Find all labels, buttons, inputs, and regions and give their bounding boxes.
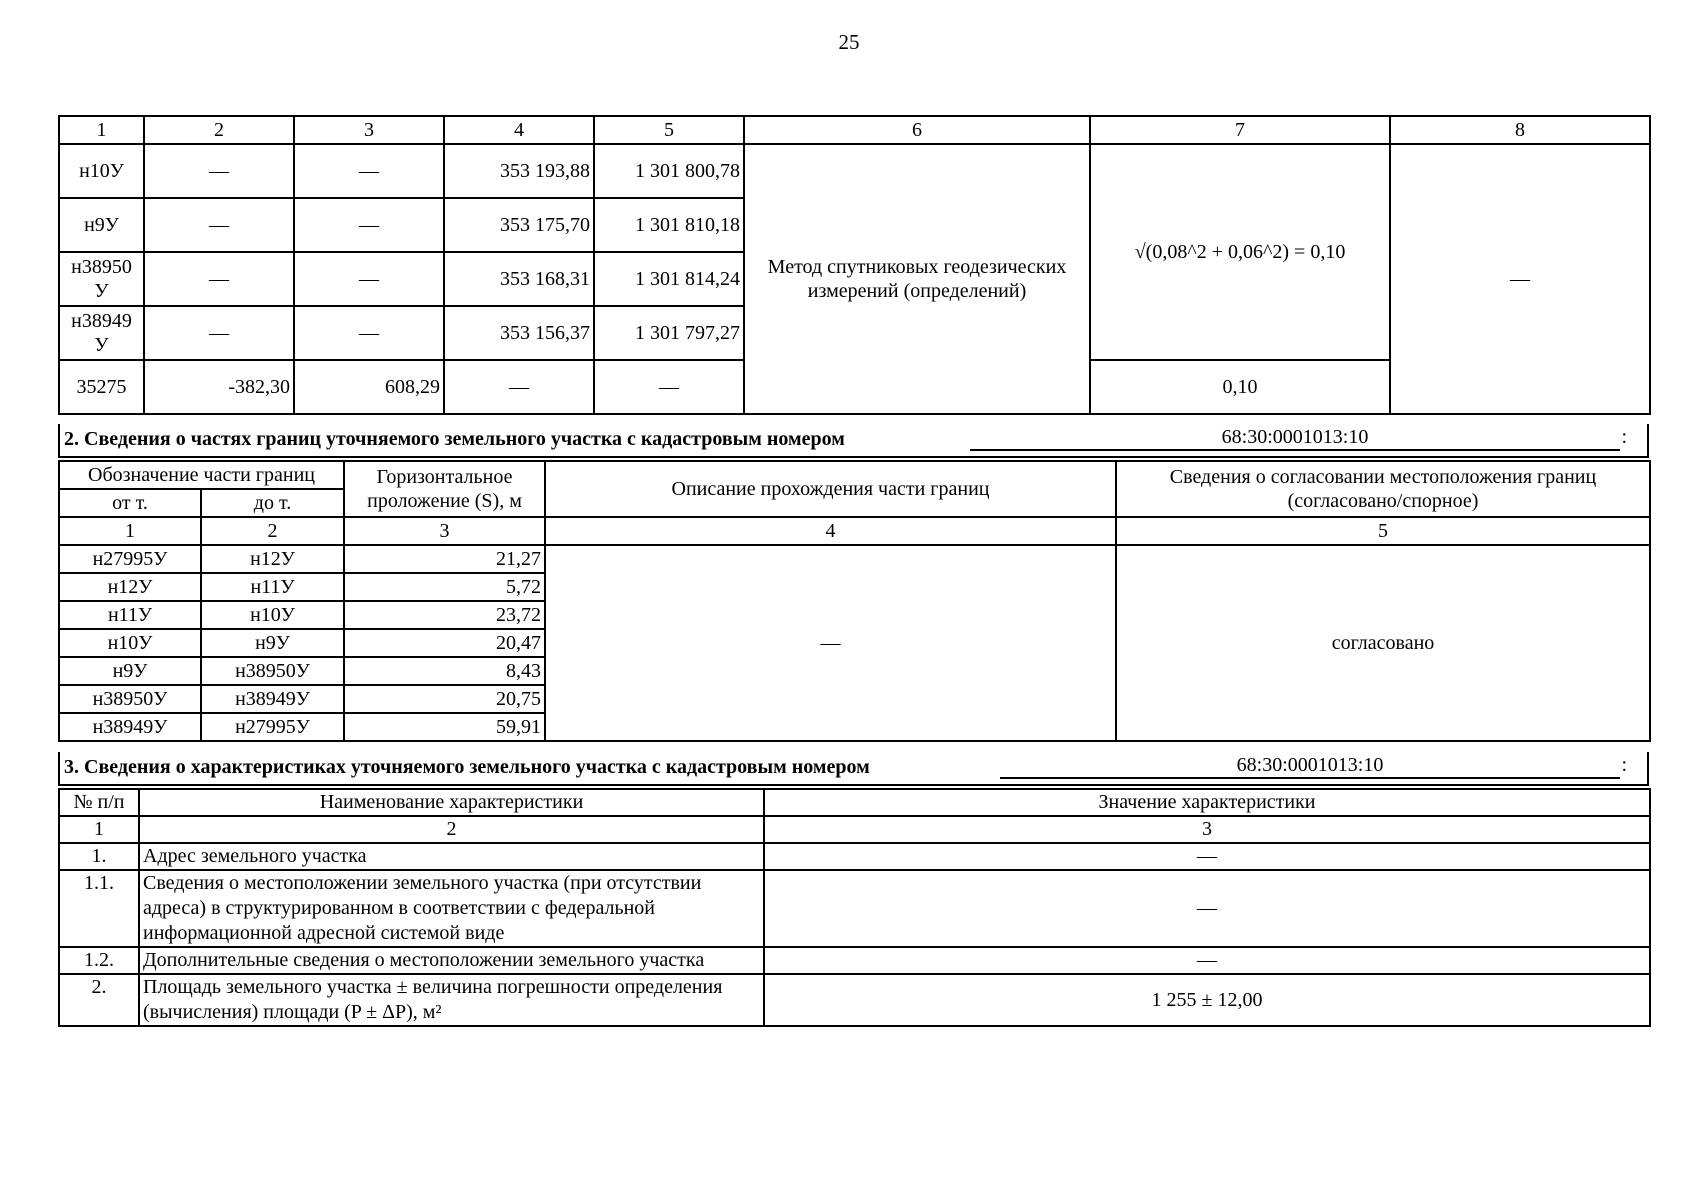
col-number: 1 (59, 816, 139, 843)
cell: 1 301 797,27 (594, 306, 744, 360)
distance: 21,27 (344, 545, 545, 573)
cell: — (144, 306, 294, 360)
from-point: н9У (59, 657, 201, 685)
distance: 59,91 (344, 713, 545, 741)
section3-title: 3. Сведения о характеристиках уточняемого земельного участка с кадастровым номером (64, 756, 870, 778)
cell: — (294, 252, 444, 306)
section2-title-row (58, 424, 1649, 458)
from-point: н38950У (59, 685, 201, 713)
cell: — (594, 360, 744, 414)
section3-cadastral-number: 68:30:0001013:10 (1000, 754, 1620, 779)
method-cell: Метод спутниковых геодезических измерений (определений) (744, 144, 1090, 414)
distance: 20,75 (344, 685, 545, 713)
from-point: н12У (59, 573, 201, 601)
col8-cell: — (1390, 144, 1650, 414)
col-header: 5 (594, 116, 744, 144)
section3-title-row (58, 752, 1649, 786)
table-row (59, 144, 1650, 198)
row-num: 1. (59, 843, 139, 870)
designation-header: Обозначение части границ (59, 461, 344, 489)
agreement-header: Сведения о согласовании местоположения границ (согласовано/спорное) (1116, 461, 1650, 517)
description-header: Описание прохождения части границ (545, 461, 1116, 517)
from-point: н10У (59, 629, 201, 657)
cell: — (144, 144, 294, 198)
cell: -382,30 (144, 360, 294, 414)
col-number: 4 (545, 517, 1116, 545)
col-header: 7 (1090, 116, 1390, 144)
from-point: н27995У (59, 545, 201, 573)
page-number: 25 (838, 30, 860, 54)
row-value: — (764, 843, 1650, 870)
table-header-row (59, 789, 1650, 816)
name-header: Наименование характеристики (139, 789, 764, 816)
row-name: Дополнительные сведения о местоположении земельного участка (139, 947, 764, 974)
boundary-parts-table (58, 460, 1651, 742)
col-number: 2 (201, 517, 344, 545)
precision-cell: 0,10 (1090, 360, 1390, 414)
table-header-row (59, 461, 1650, 489)
col-header: 1 (59, 116, 144, 144)
cell: — (294, 306, 444, 360)
point-name: 35275 (59, 360, 144, 414)
value-header: Значение характеристики (764, 789, 1650, 816)
cell: — (444, 360, 594, 414)
col-header: 2 (144, 116, 294, 144)
cell: 353 193,88 (444, 144, 594, 198)
table-row (59, 843, 1650, 870)
to-point: н9У (201, 629, 344, 657)
to-point: н38949У (201, 685, 344, 713)
section2-title: 2. Сведения о частях границ уточняемого земельного участка с кадастровым номером (64, 428, 845, 450)
column-number-row (59, 816, 1650, 843)
point-name: н38949 У (59, 306, 144, 360)
table-row (59, 974, 1650, 1026)
cell: — (294, 144, 444, 198)
col-number: 2 (139, 816, 764, 843)
col-header: 4 (444, 116, 594, 144)
cell: 1 301 800,78 (594, 144, 744, 198)
table-header-row (59, 116, 1650, 144)
agreement-value: согласовано (1116, 545, 1650, 741)
col-number: 1 (59, 517, 201, 545)
cell: 353 168,31 (444, 252, 594, 306)
to-point: н38950У (201, 657, 344, 685)
cell: 1 301 814,24 (594, 252, 744, 306)
coordinates-table (58, 115, 1651, 415)
point-name: н38950 У (59, 252, 144, 306)
cell: — (294, 198, 444, 252)
col-number: 3 (764, 816, 1650, 843)
num-header: № п/п (59, 789, 139, 816)
row-num: 1.1. (59, 870, 139, 947)
table-row (59, 545, 1650, 573)
cell: 608,29 (294, 360, 444, 414)
col-number: 3 (344, 517, 545, 545)
section2-colon: : (1621, 426, 1627, 448)
cell: 353 156,37 (444, 306, 594, 360)
from-point: н38949У (59, 713, 201, 741)
col-number: 5 (1116, 517, 1650, 545)
section3-colon: : (1621, 754, 1627, 776)
description-value: — (545, 545, 1116, 741)
characteristics-table (58, 788, 1651, 1027)
to-point: н11У (201, 573, 344, 601)
row-value: — (764, 870, 1650, 947)
to-point: н12У (201, 545, 344, 573)
from-header: от т. (59, 489, 201, 517)
column-number-row (59, 517, 1650, 545)
to-header: до т. (201, 489, 344, 517)
row-value: — (764, 947, 1650, 974)
distance: 8,43 (344, 657, 545, 685)
to-point: н10У (201, 601, 344, 629)
row-value: 1 255 ± 12,00 (764, 974, 1650, 1026)
col-header: 3 (294, 116, 444, 144)
row-num: 1.2. (59, 947, 139, 974)
to-point: н27995У (201, 713, 344, 741)
horizontal-header: Горизонтальное проложение (S), м (344, 461, 545, 517)
col-header: 8 (1390, 116, 1650, 144)
col-header: 6 (744, 116, 1090, 144)
distance: 5,72 (344, 573, 545, 601)
distance: 20,47 (344, 629, 545, 657)
from-point: н11У (59, 601, 201, 629)
row-name: Адрес земельного участка (139, 843, 764, 870)
cell: — (144, 252, 294, 306)
cell: — (144, 198, 294, 252)
point-name: н10У (59, 144, 144, 198)
formula-cell: √(0,08^2 + 0,06^2) = 0,10 (1090, 144, 1390, 360)
point-name: н9У (59, 198, 144, 252)
row-name: Сведения о местоположении земельного участка (при отсутствии адреса) в структурированном в соответствии с федеральной информационной адресной системой виде (139, 870, 764, 947)
row-name: Площадь земельного участка ± величина погрешности определения (вычисления) площади (P ± ΔP), м² (139, 974, 764, 1026)
table-row (59, 870, 1650, 947)
distance: 23,72 (344, 601, 545, 629)
section2-cadastral-number: 68:30:0001013:10 (970, 426, 1620, 451)
cell: 1 301 810,18 (594, 198, 744, 252)
row-num: 2. (59, 974, 139, 1026)
cell: 353 175,70 (444, 198, 594, 252)
table-row (59, 947, 1650, 974)
